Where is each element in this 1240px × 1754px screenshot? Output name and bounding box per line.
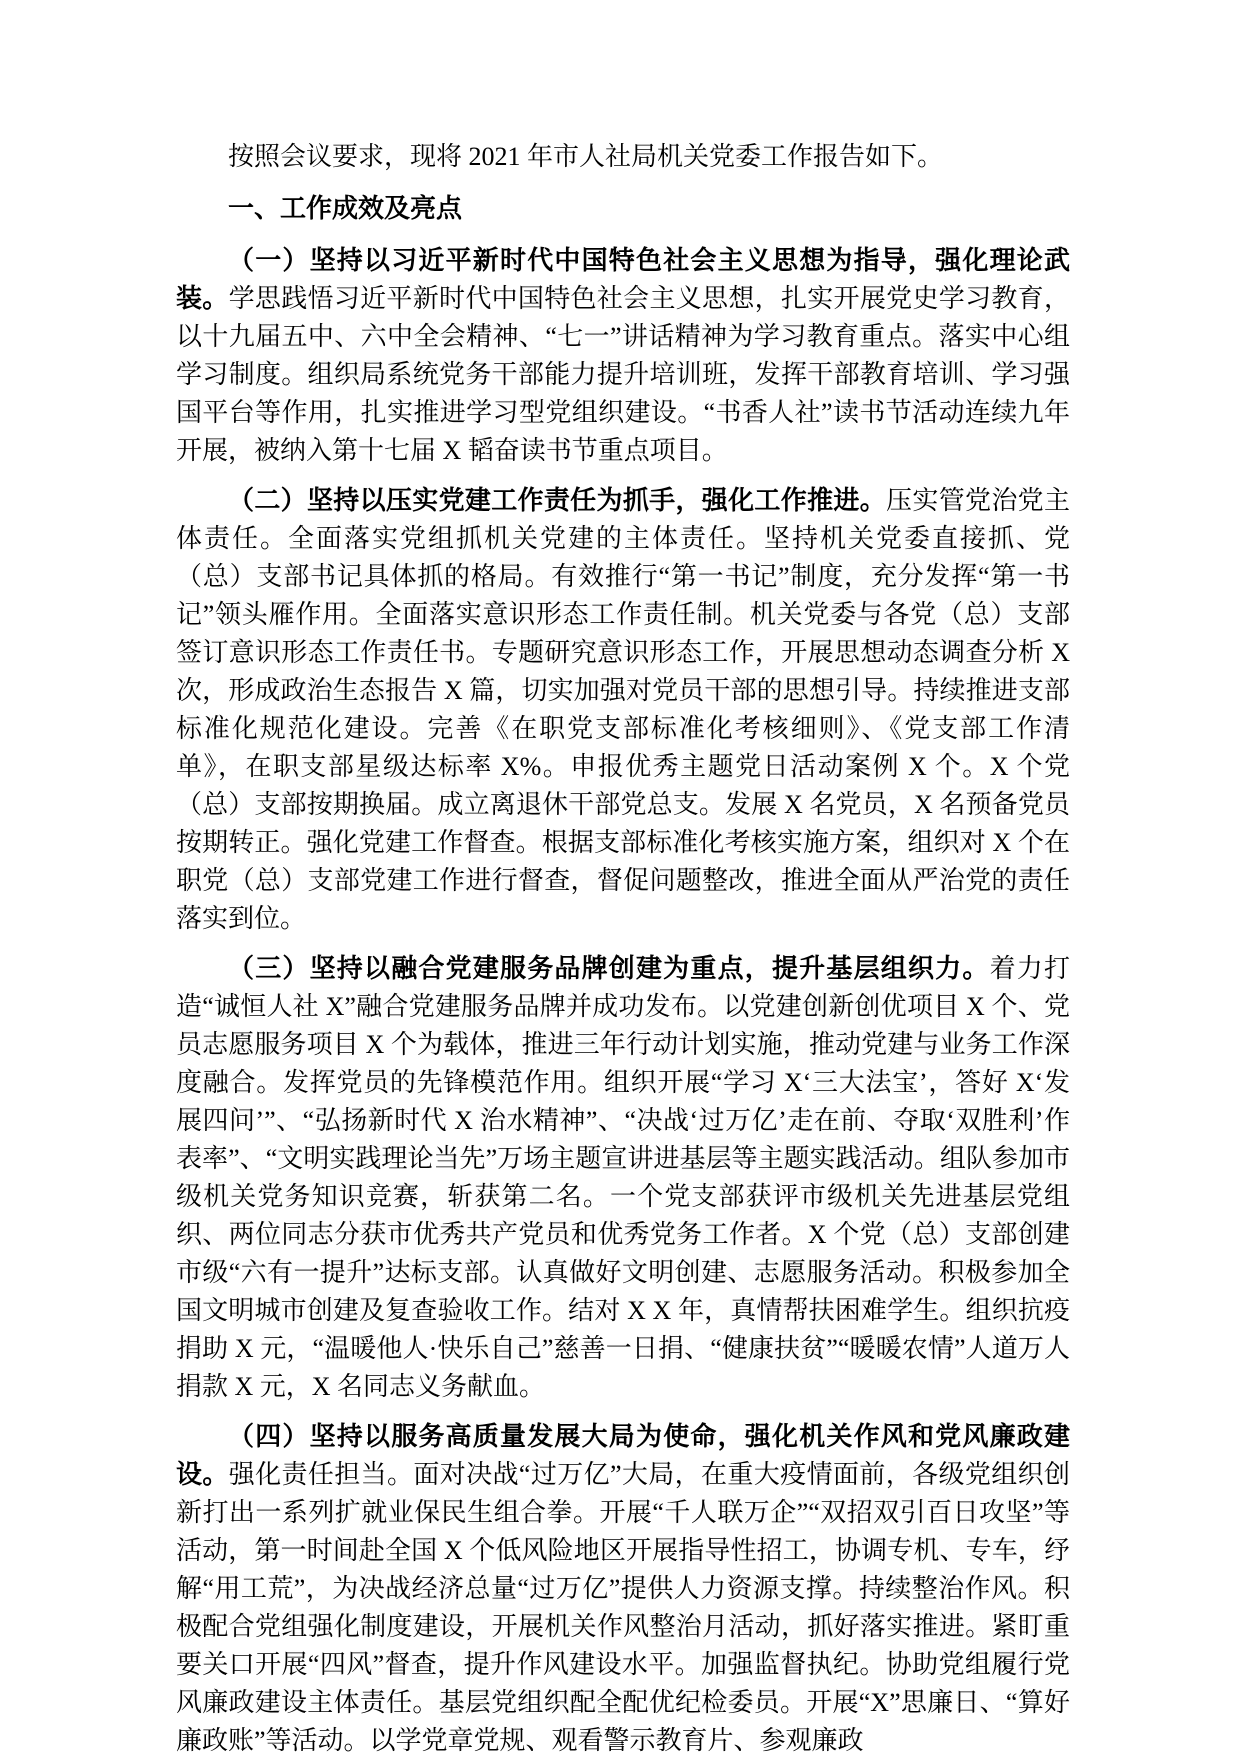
paragraph-point-3-body: 着力打造“诚恒人社 X”融合党建服务品牌并成功发布。以党建创新创优项目 X 个、党员志愿服务项目 X 个为载体，推进三年行动计划实施，推动党建与业务工作深度融合。发挥党员的先锋模范作用。组织开展“学习 X‘三大法宝’，答好 X‘发展四问’”、“弘扬新时代 X 治水精神”、“决战‘过万亿’走在前、夺取‘双胜利’作表率”、“文明实践理论当先”万场主题宣讲进基层等主题实践活动。组队参加市级机关党务知识竞赛，斩获第二名。一个党支部获评市级机关先进基层党组织、两位同志分获市优秀共产党员和优秀党务工作者。X 个党（总）支部创建市级“六有一提升”达标支部。认真做好文明创建、志愿服务活动。积极参加全国文明城市创建及复查验收工作。结对 X X 年，真情帮扶困难学生。组织抗疫捐助 X 元，“温暖他人·快乐自己”慈善一日捐、“健康扶贫”“暖暖农情”人道万人捐款 X 元，X 名同志义务献血。: [176, 954, 1070, 1401]
intro-paragraph: 按照会议要求，现将 2021 年市人社局机关党委工作报告如下。: [228, 142, 944, 171]
section-heading: 一、工作成效及亮点: [228, 194, 463, 223]
paragraph-point-2: [176, 482, 1070, 938]
paragraph-point-1-lead: （一）坚持以习近平新时代中国特色社会主义思想为指导，强化理论武装。: [176, 246, 1070, 313]
paragraph-point-4-body: 强化责任担当。面对决战“过万亿”大局，在重大疫情面前，各级党组织创新打出一系列扩就业保民生组合拳。开展“千人联万企”“双招双引百日攻坚”等活动，第一时间赴全国 X 个低风险地区开展指导性招工，协调专机、专车，纾解“用工荒”，为决战经济总量“过万亿”提供人力资源支撑。持续整治作风。积极配合党组强化制度建设，开展机关作风整治月活动，抓好落实推进。紧盯重要关口开展“四风”督查，提升作风建设水平。加强监督执纪。协助党组履行党风廉政建设主体责任。基层党组织配全配优纪检委员。开展“X”思廉日、“算好廉政账”等活动。以学党章党规、观看警示教育片、参观廉政: [176, 1460, 1070, 1754]
paragraph-point-2-lead: （二）坚持以压实党建工作责任为抓手，强化工作推进。: [228, 486, 887, 515]
paragraph-point-1: [176, 242, 1070, 470]
paragraph-point-1-body: 学思践悟习近平新时代中国特色社会主义思想，扎实开展党史学习教育，以十九届五中、六中全会精神、“七一”讲话精神为学习教育重点。落实中心组学习制度。组织局系统党务干部能力提升培训班，发挥干部教育培训、学习强国平台等作用，扎实推进学习型党组织建设。“书香人社”读书节活动连续九年开展，被纳入第十七届 X 韬奋读书节重点项目。: [176, 284, 1070, 465]
paragraph-point-4: [176, 1418, 1070, 1754]
paragraph-point-4-lead: （四）坚持以服务高质量发展大局为使命，强化机关作风和党风廉政建设。: [176, 1422, 1070, 1489]
paragraph-point-2-body: 压实管党治党主体责任。全面落实党组抓机关党建的主体责任。坚持机关党委直接抓、党（总）支部书记具体抓的格局。有效推行“第一书记”制度，充分发挥“第一书记”领头雁作用。全面落实意识形态工作责任制。机关党委与各党（总）支部签订意识形态工作责任书。专题研究意识形态工作，开展思想动态调查分析 X 次，形成政治生态报告 X 篇，切实加强对党员干部的思想引导。持续推进支部标准化规范化建设。完善《在职党支部标准化考核细则》、《党支部工作清单》，在职支部星级达标率 X%。申报优秀主题党日活动案例 X 个。X 个党（总）支部按期换届。成立离退休干部党总支。发展 X 名党员，X 名预备党员按期转正。强化党建工作督查。根据支部标准化考核实施方案，组织对 X 个在职党（总）支部党建工作进行督查，督促问题整改，推进全面从严治党的责任落实到位。: [176, 486, 1070, 933]
paragraph-point-3-lead: （三）坚持以融合党建服务品牌创建为重点，提升基层组织力。: [228, 954, 990, 983]
paragraph-point-3: [176, 950, 1070, 1406]
